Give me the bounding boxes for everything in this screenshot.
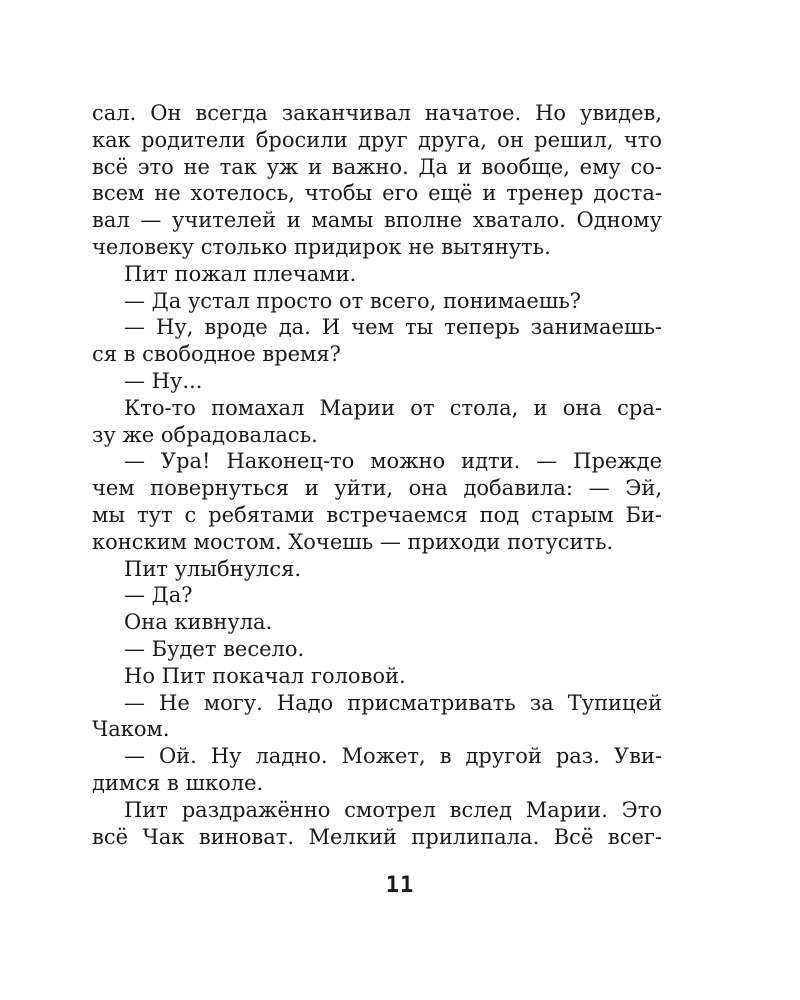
text-line: конским мостом. Хочешь — приходи потусить. — [92, 529, 614, 554]
text-line: Чаком. — [92, 717, 170, 742]
text-line: ся в свободное время? — [92, 342, 341, 367]
text-line: — Не могу. Надо присматривать за Тупицей — [124, 690, 662, 715]
text-line: Кто-то помахал Марии от стола, и она сра- — [124, 395, 662, 420]
text-line: — Ну... — [124, 368, 203, 393]
text-line: как родители бросили друг друга, он решил, что — [92, 127, 662, 152]
text-line: Пит раздражённо смотрел вслед Марии. Это — [124, 797, 662, 822]
text-line: всё Чак виноват. Мелкий прилипала. Всё всег- — [92, 824, 662, 849]
text-line: мы тут с ребятами встречаемся под старым Би- — [92, 502, 662, 527]
text-line: всё это не так уж и важно. Да и вообще, ему со- — [92, 154, 662, 179]
text-line: Но Пит покачал головой. — [124, 663, 406, 688]
text-line: вал — учителей и мамы вполне хватало. Одному — [92, 208, 662, 233]
page-number: 11 — [385, 873, 415, 898]
text-line: — Ну, вроде да. И чем ты теперь занимаешь- — [124, 315, 662, 340]
text-line: — Да? — [124, 583, 193, 608]
text-line: зу же обрадовалась. — [92, 422, 318, 447]
text-line: — Да устал просто от всего, понимаешь? — [124, 288, 582, 313]
text-line: человеку столько придирок не вытянуть. — [92, 234, 551, 259]
page-body — [92, 100, 662, 850]
text-line: всем не хотелось, чтобы его ещё и тренер доста- — [92, 181, 662, 206]
text-line: Пит улыбнулся. — [124, 556, 302, 581]
text-line: — Ой. Ну ладно. Может, в другой раз. Уви- — [124, 744, 662, 769]
text-line: — Будет весело. — [124, 636, 305, 661]
text-line: Пит пожал плечами. — [124, 261, 357, 286]
text-line: чем повернуться и уйти, она добавила: — Эй, — [92, 476, 662, 501]
text-line: димся в школе. — [92, 770, 264, 795]
text-line: сал. Он всегда заканчивал начатое. Но увидев, — [92, 101, 662, 125]
text-line: Она кивнула. — [124, 610, 273, 635]
text-line: — Ура! Наконец-то можно идти. — Прежде — [124, 449, 662, 474]
